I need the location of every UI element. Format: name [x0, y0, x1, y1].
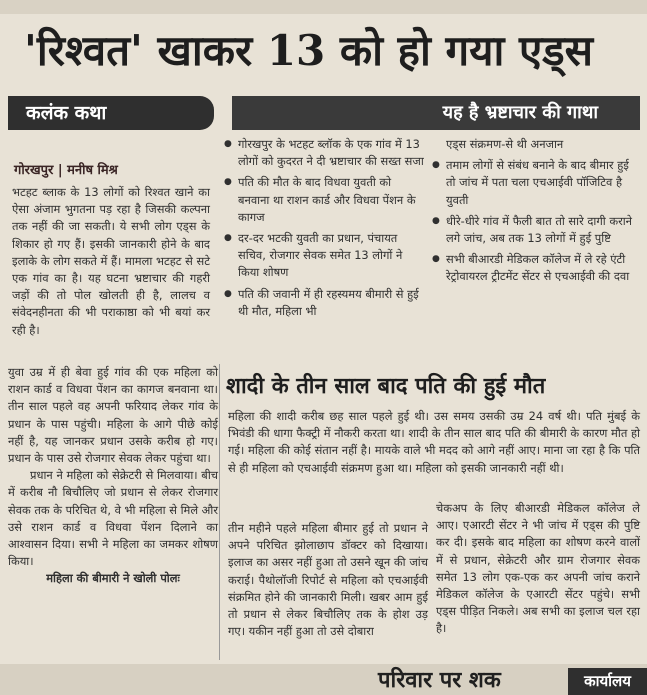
- office-tag: कार्यालय: [568, 668, 647, 695]
- intro-column: [12, 184, 210, 360]
- section-tag-left-label: कलंक कथा: [26, 102, 107, 124]
- bullet-item: ● धीरे-धीरे गांव में फैली बात तो सारे दागी कराने लगे जांच, अब तक 13 लोगों में हुई पुष्टि: [432, 213, 638, 247]
- section-tag-right-label: यह है भ्रष्टाचार की गाथा: [442, 102, 598, 123]
- bullet-item: ● पति की मौत के बाद विधवा युवती को बनवाना था राशन कार्ड और विधवा पेंशन के कागज: [224, 174, 424, 226]
- right-lead-text: एड्स संक्रमण-से थी अनजान: [446, 137, 564, 151]
- mid-bottom-column: [228, 520, 428, 664]
- right-bottom-text: चेकअप के लिए बीआरडी मेडिकल कॉलेज ले आए। एआरटी सेंटर ने भी जांच में एड्स की पुष्टि कर दी। इसके बाद महिला का शोषण करने वालों में से प्रधान, सेक्रेटरी और ग्राम रोजगार सेवक समेत 13 लोग एक-एक कर अपनी जांच कराने मेडिकल कॉलेज के एआरटी सेंटर पहुंचे। सभी एड्स पीड़ित निकले। अब सभी का इलाज चल रहा है।: [436, 501, 640, 636]
- bullet-item: ● तमाम लोगों से संबंध बनाने के बाद बीमार हुई तो जांच में पता चला एचआईवी पॉजिटिव है युवती: [432, 157, 638, 209]
- mid-bottom-text: तीन महीने पहले महिला बीमार हुई तो प्रधान ने अपने परिचित झोलाछाप डॉक्टर को दिखाया। इलाज का असर नहीं हुआ तो उसने खून की जांच कराई। पैथोलॉजी रिपोर्ट से महिला को एचआईवी संक्रमित होने की जानकारी मिली। खबर आम हुई तो प्रधान से लेकर बिचौलिए तक के होश उड़ गए। यकीन नहीं हुआ तो उसे दोबारा: [228, 521, 428, 639]
- intro-text: भटहट ब्लाक के 13 लोगों को रिश्वत खाने का ऐसा अंजाम भुगतना पड़ रहा है जिसकी कल्पना तक नहीं की जा सकती। ये सभी लोग एड्स के शिकार हो गए हैं। इसकी जानकारी होने के बाद इलाके के लोग सकते में हैं। मामला भटहट से सटे एक गांव का है। यह घटना भ्रष्टाचार की गहरी जड़ों की तो पोल खोलती ही है, लालच व संवेदनहीनता की भी पराकाष्ठा को भी बयां कर रही है।: [12, 185, 210, 337]
- bullet-list-middle: [224, 136, 424, 324]
- bullet-list-right: [432, 136, 638, 290]
- bullet-item: ● गोरखपुर के भटहट ब्लॉक के एक गांव में 13 लोगों को कुदरत ने दी भ्रष्टाचार की सख्त सजा: [224, 136, 424, 170]
- section-tag-right: [232, 96, 640, 130]
- left-body-bold-head: महिला की बीमारी ने खोली पोलः: [46, 571, 180, 586]
- left-body-text: युवा उम्र में ही बेवा हुई गांव की एक महिला को राशन कार्ड व विधवा पेंशन का कागज बनवाना था। तीन साल पहले वह अपनी फरियाद लेकर गांव के प्रधान के पास पहुंची। महिला के आगे पीछे कोई नहीं है, यह जानकर प्रधान उसके करीब हो गए। प्रधान के पास उसे रोजगार सेवक लेकर पहुंचा था।: [8, 365, 218, 466]
- bullet-item: ● दर-दर भटकी युवती का प्रधान, पंचायत सचिव, रोजगार सेवक समेत 13 लोगों ने किया शोषण: [224, 230, 424, 282]
- bullet-item: ● पति की जवानी में ही रहस्यमय बीमारी से हुई थी मौत, महिला भी: [224, 286, 424, 320]
- section-tag-left: [8, 96, 214, 130]
- headline: 'रिश्वत' खाकर 13 को हो गया एड्स: [24, 26, 594, 75]
- bottom-band: [0, 664, 647, 695]
- left-body-column: [8, 364, 218, 664]
- sub-body-text: महिला की शादी करीब छह साल पहले हुई थी। उस समय उसकी उम्र 24 वर्ष थी। पति मुंबई के भिवंडी की धागा फैक्ट्री में नौकरी करता था। शादी के तीन साल बाद पति की बीमारी के कारण मौत हो गई। महिला की कोई संतान नहीं है। मायके वाले भी मदद को आगे नहीं आए। माना जा रहा है कि पति से ही महिला को एचआईवी संक्रमण हुआ था। महिला को इसकी जानकारी नहीं थी।: [228, 409, 640, 475]
- bullet-item: ● सभी बीआरडी मेडिकल कॉलेज में ले रहे एंटी रेट्रोवायरल ट्रीटमेंट सेंटर से एचआईवी की दवा: [432, 251, 638, 285]
- byline: गोरखपुर | मनीष मिश्र: [14, 163, 118, 178]
- sub-body-column: [228, 408, 640, 508]
- subheadline: शादी के तीन साल बाद पति की हुई मौत: [226, 373, 546, 399]
- left-body-text-2: प्रधान ने महिला को सेक्रेटरी से मिलवाया। बीच में करीब नौ बिचौलिए जो प्रधान से लेकर रोजगार सेवक तक के परिचित थे, वे भी महिला से मिले और उसे राशन कार्ड व विधवा पेंशन दिलाने का आश्वासन दिया। सभी ने महिला का जमकर शोषण किया।: [8, 468, 218, 569]
- right-bottom-column: [436, 500, 640, 664]
- column-divider: [219, 364, 220, 660]
- next-headline: परिवार पर शक: [378, 667, 501, 693]
- top-strip: [0, 0, 647, 14]
